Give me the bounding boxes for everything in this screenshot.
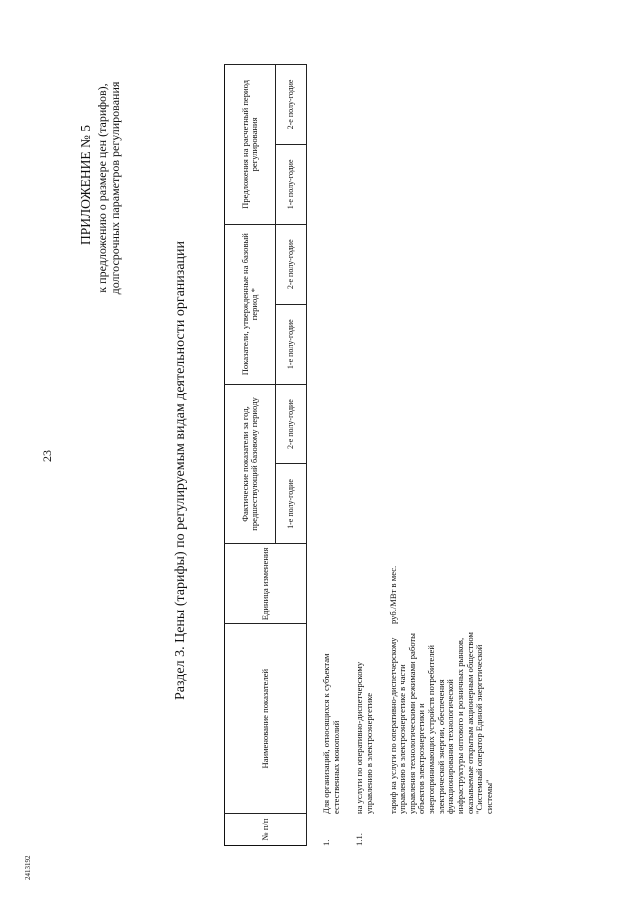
- row-name: на услуги по оперативно-диспетчерскому управлению в электроэнергетике: [354, 661, 374, 814]
- header-half1: 1-е полу-годие: [276, 464, 307, 544]
- row-num: 1.: [321, 839, 331, 846]
- header-half2: 2-е полу-годие: [276, 65, 307, 145]
- appendix-subtitle: к предложению о размере цен (тарифов), долгосрочных параметров регулирования: [95, 81, 123, 295]
- header-unit: Единица изменения: [225, 544, 307, 624]
- header-name: Наименование показателей: [225, 624, 307, 814]
- header-proposal: Предложения на расчетный период регулирования: [225, 65, 276, 225]
- header-num: № п/п: [225, 814, 307, 846]
- row-num: 1.1.: [354, 833, 365, 846]
- table-row: [355, 64, 374, 846]
- header-half1: 1-е полу-годие: [276, 144, 307, 224]
- table-row: [389, 64, 495, 846]
- header-fact: Фактические показатели за год, предшествующий базовому периоду: [225, 384, 276, 544]
- footer-code: 2413192: [24, 855, 32, 880]
- row-name: Для организаций, относящихся к субъектам естественных монополий: [321, 653, 341, 814]
- appendix-title: ПРИЛОЖЕНИЕ № 5: [78, 124, 93, 245]
- page-number: 23: [40, 450, 54, 462]
- header-base: Показатели, утвержденные на базовый период *: [225, 224, 276, 384]
- table-row: [322, 64, 341, 846]
- header-half1: 1-е полу-годие: [276, 304, 307, 384]
- header-half2: 2-е полу-годие: [276, 224, 307, 304]
- table-body: [320, 64, 540, 846]
- row-unit: руб./МВт в мес.: [387, 565, 398, 624]
- header-half2: 2-е полу-годие: [276, 384, 307, 464]
- section-title: Раздел 3. Цены (тарифы) по регулируемым видам деятельности организации: [173, 240, 188, 700]
- row-name: тариф на услуги по оперативно-диспетчерскому управлению в электроэнергетике в части управления технологическими режимами работы объектов электроэнергетики и энергопринимающих устройств потребителей электрической энергии, обеспечения функционирования технологической инфраструктуры оптового и розничных рынков, оказываемые открытым акционерным обществом "Системный оператор Единой энергетической системы": [387, 632, 494, 814]
- tariff-table-header: [224, 64, 308, 846]
